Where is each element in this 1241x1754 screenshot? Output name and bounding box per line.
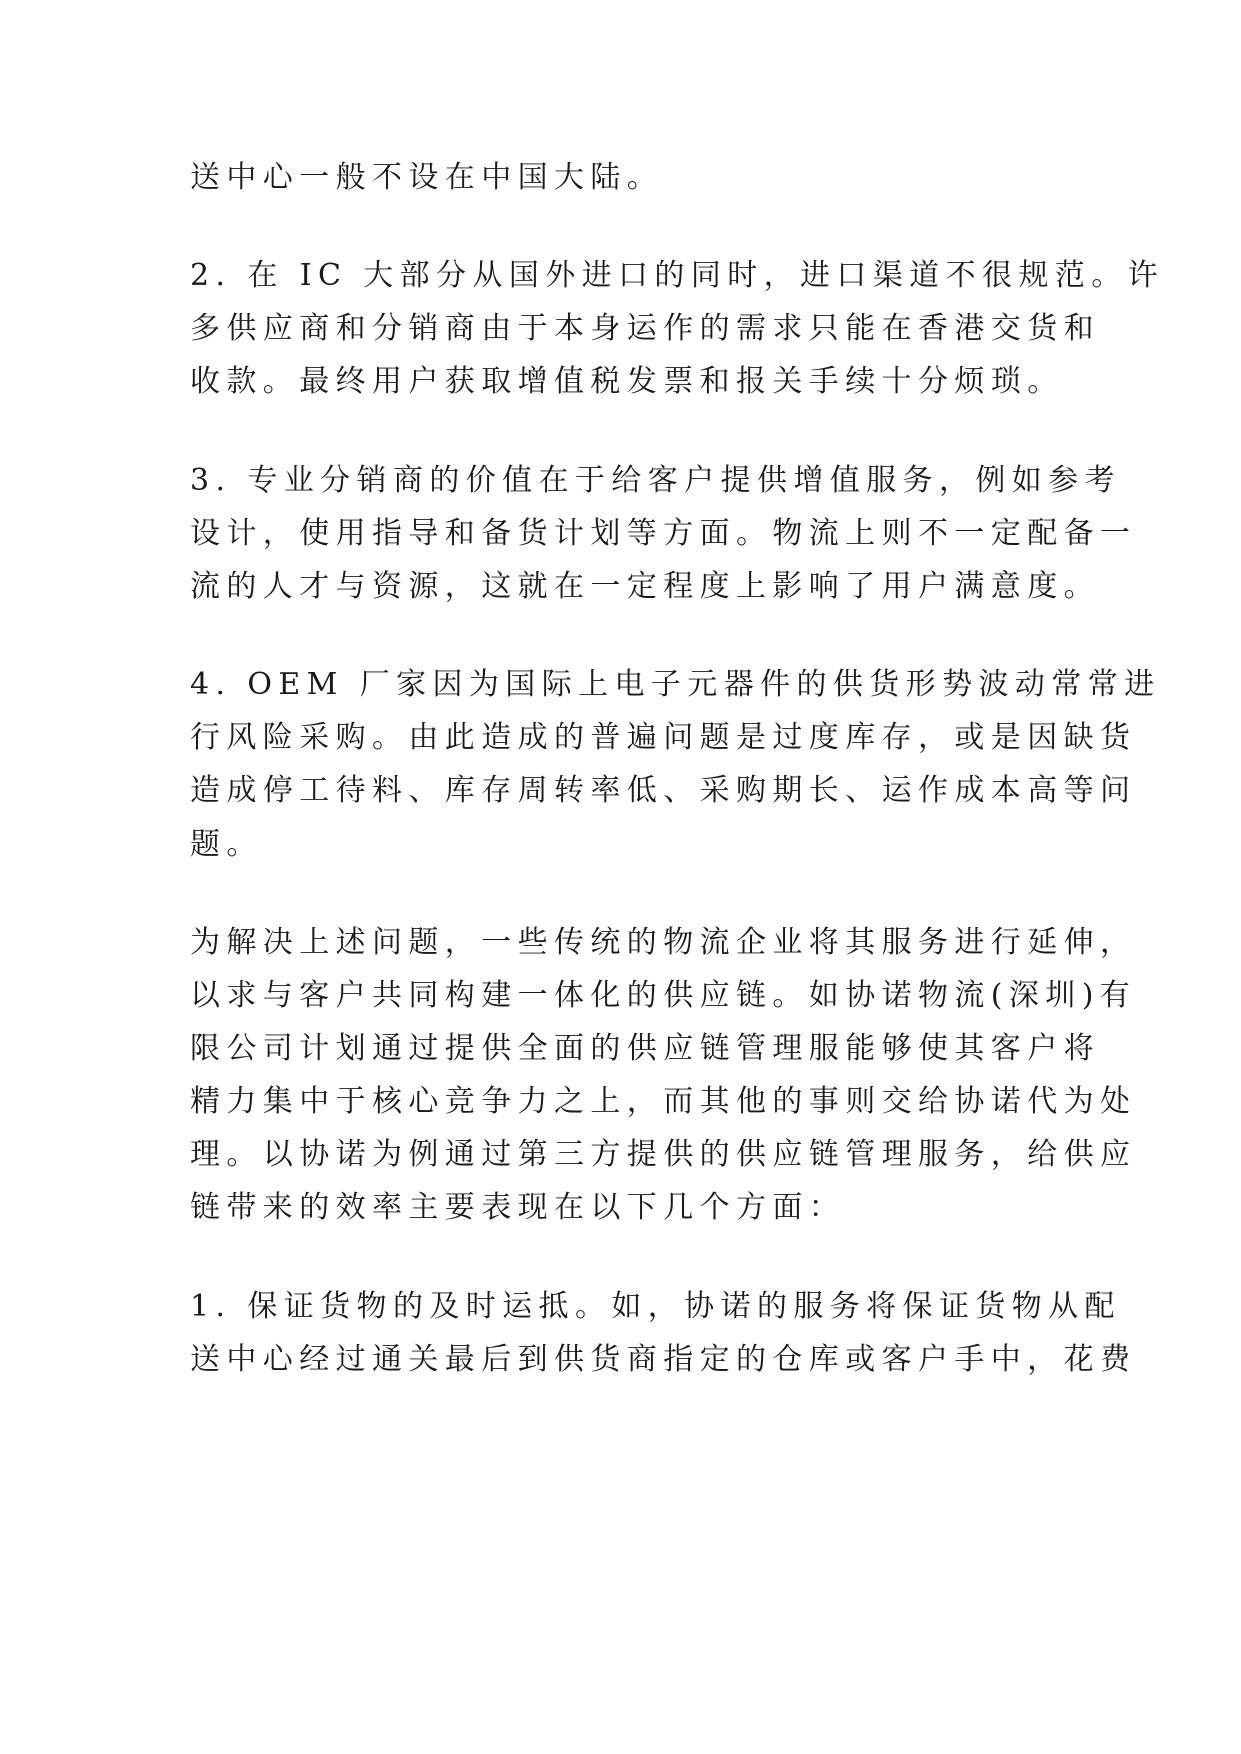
text-line: 2. 在 IC 大部分从国外进口的同时，进口渠道不很规范。许 xyxy=(190,258,1165,293)
text-line: 为解决上述问题，一些传统的物流企业将其服务进行延伸， xyxy=(190,925,1137,960)
text-line: 题。 xyxy=(190,827,263,862)
text-line: 限公司计划通过提供全面的供应链管理服能够使其客户将 xyxy=(190,1031,1100,1066)
text-line: 理。以协诺为例通过第三方提供的供应链管理服务，给供应 xyxy=(190,1137,1137,1172)
text-line: 以求与客户共同构建一体化的供应链。如协诺物流(深圳)有 xyxy=(190,978,1137,1013)
text-line: 造成停工待料、库存周转率低、采购期长、运作成本高等问 xyxy=(190,773,1137,808)
text-line: 1. 保证货物的及时运抵。如，协诺的服务将保证货物从配 xyxy=(190,1289,1121,1324)
text-line: 3. 专业分销商的价值在于给客户提供增值服务，例如参考 xyxy=(190,463,1121,498)
text-line: 设计，使用指导和备货计划等方面。物流上则不一定配备一 xyxy=(190,516,1137,551)
text-line: 流的人才与资源，这就在一定程度上影响了用户满意度。 xyxy=(190,569,1100,604)
text-line: 精力集中于核心竞争力之上，而其他的事则交给协诺代为处 xyxy=(190,1084,1137,1119)
text-line: 多供应商和分销商由于本身运作的需求只能在香港交货和 xyxy=(190,311,1100,346)
text-line: 链带来的效率主要表现在以下几个方面： xyxy=(190,1190,846,1225)
text-line: 送中心一般不设在中国大陆。 xyxy=(190,160,664,195)
text-line: 4. OEM 厂家因为国际上电子元器件的供货形势波动常常进 xyxy=(190,667,1161,702)
text-line: 行风险采购。由此造成的普遍问题是过度库存，或是因缺货 xyxy=(190,720,1137,755)
text-line: 收款。最终用户获取增值税发票和报关手续十分烦琐。 xyxy=(190,364,1064,399)
text-line: 送中心经过通关最后到供货商指定的仓库或客户手中，花费 xyxy=(190,1342,1137,1377)
